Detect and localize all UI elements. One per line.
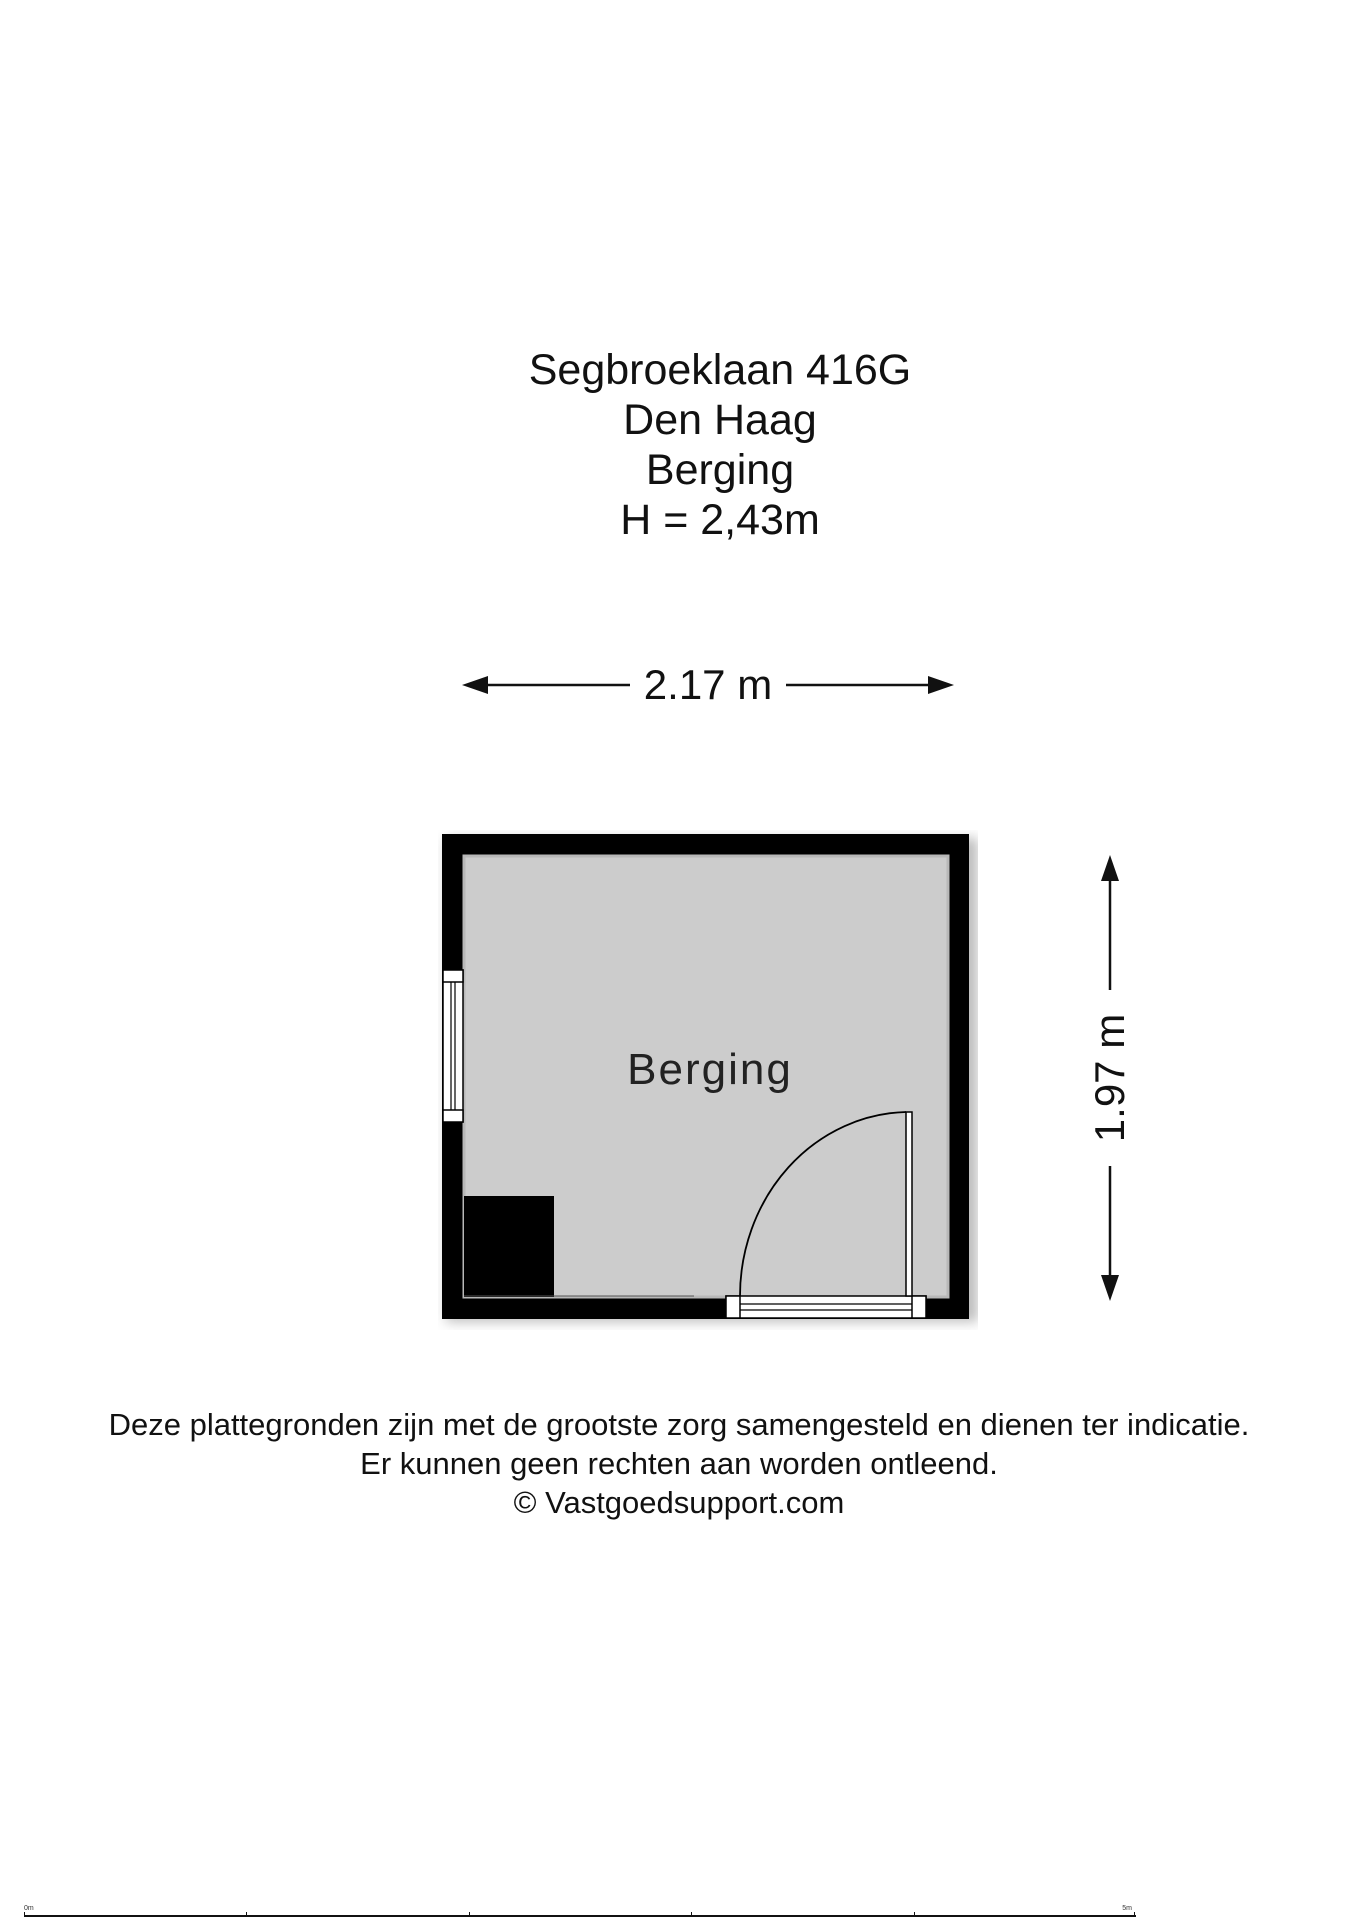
arrow-down-icon (1101, 1275, 1119, 1301)
window-frame-top (443, 970, 463, 982)
depth-dimension (1080, 855, 1140, 1301)
door-frame-right (912, 1296, 926, 1318)
door-frame-left (726, 1296, 740, 1318)
scale-line (24, 1915, 1136, 1917)
scale-bar (24, 1905, 1136, 1920)
address-text: Segbroeklaan 416G (528, 346, 912, 394)
scale-tick-0 (24, 1912, 25, 1917)
scale-start-label: 0m (24, 1905, 34, 1912)
scale-tick-2 (469, 1912, 470, 1917)
scale-end-label: 5m (1122, 1905, 1132, 1912)
plan-title-block (420, 345, 1020, 545)
arrow-up-icon (1101, 855, 1119, 881)
scale-tick-5 (1134, 1912, 1135, 1917)
door-opening (726, 1296, 926, 1318)
disclaimer-line-1: Deze plattegronden zijn met de grootste zorg samengesteld en dienen ter indicatie. (108, 1407, 1250, 1442)
depth-label: 1.97 m (1086, 1013, 1133, 1143)
width-label: 2.17 m (643, 661, 773, 708)
scale-tick-3 (691, 1912, 692, 1917)
disclaimer-line-2: Er kunnen geen rechten aan worden ontleend. (360, 1446, 998, 1481)
ceiling-height-text: H = 2,43m (620, 496, 820, 544)
room-label-berging: Berging (627, 1045, 793, 1094)
scale-tick-4 (914, 1912, 915, 1917)
width-dimension (462, 655, 954, 715)
window-frame-bottom (443, 1110, 463, 1122)
disclaimer (0, 1405, 1358, 1522)
utility-block (464, 1196, 554, 1297)
door-leaf (906, 1112, 912, 1296)
window-left (443, 970, 463, 1122)
floor-name-text: Berging (645, 446, 795, 494)
scale-tick-1 (246, 1912, 247, 1917)
copyright-text: © Vastgoedsupport.com (513, 1485, 845, 1520)
city-text: Den Haag (623, 396, 817, 444)
